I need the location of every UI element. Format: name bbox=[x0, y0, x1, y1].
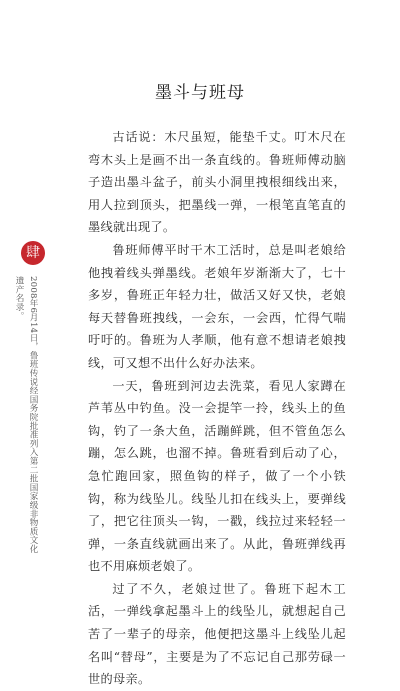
chapter-seal: 肆 bbox=[21, 241, 45, 265]
article-body bbox=[88, 126, 346, 691]
paragraph: 过了不久，老娘过世了。鲁班下起木工活，一弹线拿起墨斗上的线坠儿，就想起自己苦了一辈子的母亲，他便把这墨斗上线坠儿起名叫“替母”，主要是为了不忘记自己那劳碌一世的母亲。 bbox=[88, 581, 346, 687]
page-title: 墨斗与班母 bbox=[155, 83, 245, 103]
paragraph: 鲁班师傅平时干木工活时，总是叫老娘给他拽着线头弹墨线。老娘年岁渐渐大了，七十多岁，鲁班正年轻力壮，做活又好又快，老娘每天替鲁班拽线，一会东，一会西，忙得气喘吁吁的。鲁班为人孝顺，他有意不想请老娘拽线，可又想不出什么好办法来。 bbox=[88, 242, 346, 370]
paragraph: 古话说：木尺虽短，能垫千丈。叮木尺在弯木头上是画不出一条直线的。鲁班师傅动脑子造出墨斗盆子，前头小洞里拽根细线出来，用人拉到顶头，把墨线一弹，一根笔直笔直的墨线就出现了。 bbox=[88, 130, 346, 235]
side-note: 2008年6月14日，鲁班传说经国务院批准列入第二批国家级非物质文化遗产名录。 bbox=[14, 276, 38, 554]
paragraph: 一天，鲁班到河边去洗菜，看见人家蹲在芦苇丛中钓鱼。没一会提竿一拎，线头上的鱼钩，钓了一条大鱼，活蹦鲜跳，但不管鱼怎么蹦，怎么跳，也溜不掉。鲁班看到后动了心，急忙跑回家，照鱼钩的样子，做了一个小铁钩，称为线坠儿。线坠儿扣在线头上，要弹线了，把它往顶头一钩，一戳，线拉过来轻轻一弹，一条直线就画出来了。从此，鲁班弹线再也不用麻烦老娘了。 bbox=[88, 378, 346, 574]
